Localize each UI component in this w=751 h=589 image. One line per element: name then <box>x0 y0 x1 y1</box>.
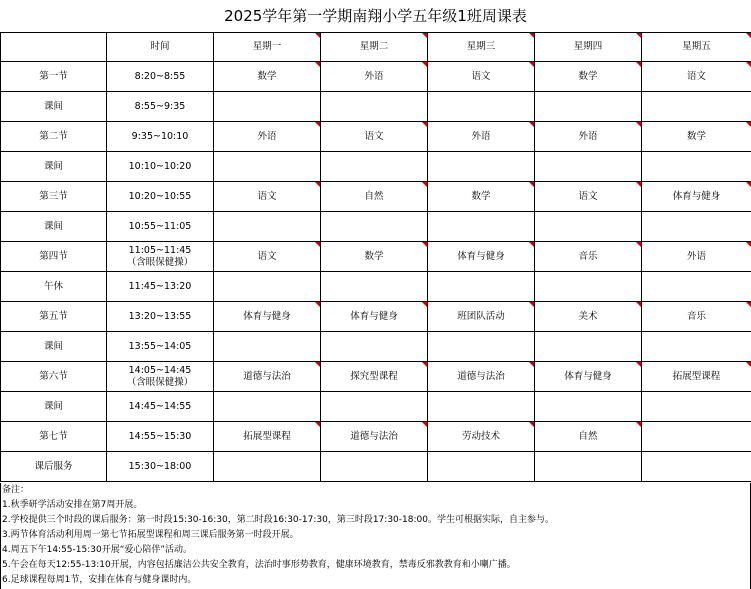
notes-heading: 备注： <box>2 485 30 495</box>
header-time[interactable]: 时间 <box>107 33 214 62</box>
time-line: 14:05~14:45 <box>128 364 192 376</box>
time-line: 13:20~13:55 <box>128 310 192 322</box>
subject-cell[interactable] <box>214 212 321 242</box>
subject-cell[interactable]: 数学 <box>642 122 751 152</box>
table-row <box>1 122 751 152</box>
subject-cell[interactable]: 拓展型课程 <box>214 422 321 452</box>
time-cell[interactable] <box>107 362 214 392</box>
subject-cell[interactable] <box>428 212 535 242</box>
subject-cell[interactable] <box>428 332 535 362</box>
time-line: 10:20~10:55 <box>128 190 192 202</box>
subject-cell[interactable]: 音乐 <box>535 242 642 272</box>
table-row <box>1 242 751 272</box>
subject-cell[interactable] <box>642 452 751 482</box>
time-cell[interactable] <box>107 242 214 272</box>
subject-cell[interactable]: 语文 <box>535 182 642 212</box>
subject-cell[interactable] <box>535 92 642 122</box>
subject-cell[interactable]: 劳动技术 <box>428 422 535 452</box>
note-line: 6.足球课程每周1节，安排在体育与健身课时内。 <box>2 575 197 585</box>
table-row <box>1 212 751 242</box>
time-line: 9:35~10:10 <box>131 130 189 142</box>
subject-cell[interactable]: 外语 <box>214 122 321 152</box>
time-cell[interactable] <box>107 62 214 92</box>
subject-cell[interactable] <box>642 212 751 242</box>
period-cell[interactable]: 课间 <box>1 92 107 122</box>
header-day-5[interactable]: 星期五 <box>642 33 751 62</box>
table-row <box>1 302 751 332</box>
time-cell[interactable] <box>107 302 214 332</box>
subject-cell[interactable]: 外语 <box>535 122 642 152</box>
subject-cell[interactable]: 数学 <box>535 62 642 92</box>
table-row <box>1 332 751 362</box>
table-row <box>1 92 751 122</box>
subject-cell[interactable] <box>642 152 751 182</box>
subject-cell[interactable] <box>642 392 751 422</box>
time-cell[interactable] <box>107 392 214 422</box>
time-line: 8:20~8:55 <box>134 70 186 82</box>
subject-cell[interactable]: 班团队活动 <box>428 302 535 332</box>
time-cell[interactable] <box>107 212 214 242</box>
time-line: 10:55~11:05 <box>128 220 192 232</box>
period-cell[interactable]: 第一节 <box>1 62 107 92</box>
note-line: 3.两节体育活动利用周一第七节拓展型课程和周三课后服务第一时段开展。 <box>2 530 299 540</box>
subject-cell[interactable]: 数学 <box>428 182 535 212</box>
period-cell[interactable]: 课间 <box>1 152 107 182</box>
subject-cell[interactable] <box>535 152 642 182</box>
header-day-2[interactable]: 星期二 <box>321 33 428 62</box>
subject-cell[interactable] <box>321 272 428 302</box>
period-cell[interactable]: 第七节 <box>1 422 107 452</box>
header-row <box>1 33 751 62</box>
subject-cell[interactable] <box>428 272 535 302</box>
subject-cell[interactable] <box>535 272 642 302</box>
time-line: 15:30~18:00 <box>128 460 192 472</box>
subject-cell[interactable]: 数学 <box>214 62 321 92</box>
subject-cell[interactable]: 音乐 <box>642 302 751 332</box>
subject-cell[interactable] <box>321 392 428 422</box>
subject-cell[interactable]: 自然 <box>535 422 642 452</box>
subject-cell[interactable] <box>214 452 321 482</box>
subject-cell[interactable]: 美术 <box>535 302 642 332</box>
time-line: （含眼保健操） <box>126 256 194 268</box>
period-cell[interactable]: 课后服务 <box>1 452 107 482</box>
subject-cell[interactable]: 语文 <box>214 242 321 272</box>
subject-cell[interactable] <box>428 92 535 122</box>
note-line: 2.学校提供三个时段的课后服务：第一时段15:30-16:30，第二时段16:30-17:30，第三时段17:30-18:00。学生可根据实际，自主参与。 <box>2 515 554 525</box>
subject-cell[interactable]: 体育与健身 <box>321 302 428 332</box>
subject-cell[interactable] <box>642 332 751 362</box>
period-cell[interactable]: 第五节 <box>1 302 107 332</box>
time-cell[interactable] <box>107 122 214 152</box>
period-cell[interactable]: 课间 <box>1 332 107 362</box>
note-line: 4.周五下午14:55-15:30开展“爱心陪伴”活动。 <box>2 545 193 555</box>
period-cell[interactable]: 第二节 <box>1 122 107 152</box>
note-line: 1.秋季研学活动安排在第7周开展。 <box>2 500 143 510</box>
note-line: 5.午会在每天12:55-13:10开展，内容包括廉洁公共安全教育，法治时事形势教育，健康环境教育，禁毒反邪教教育和小喇广播。 <box>2 560 516 570</box>
table-row <box>1 392 751 422</box>
table-row <box>1 362 751 392</box>
time-line: 10:10~10:20 <box>128 160 192 172</box>
notes-section <box>0 483 751 589</box>
period-cell[interactable]: 第六节 <box>1 362 107 392</box>
subject-cell[interactable] <box>214 272 321 302</box>
subject-cell[interactable] <box>535 212 642 242</box>
subject-cell[interactable] <box>535 332 642 362</box>
subject-cell[interactable]: 体育与健身 <box>642 182 751 212</box>
table-row <box>1 152 751 182</box>
subject-cell[interactable]: 体育与健身 <box>214 302 321 332</box>
period-cell[interactable]: 第四节 <box>1 242 107 272</box>
subject-cell[interactable]: 外语 <box>428 122 535 152</box>
subject-cell[interactable]: 道德与法治 <box>321 422 428 452</box>
period-cell[interactable]: 第三节 <box>1 182 107 212</box>
subject-cell[interactable]: 语文 <box>428 62 535 92</box>
table-row <box>1 452 751 482</box>
time-cell[interactable] <box>107 422 214 452</box>
subject-cell[interactable]: 语文 <box>214 182 321 212</box>
subject-cell[interactable] <box>214 152 321 182</box>
header-day-1[interactable]: 星期一 <box>214 33 321 62</box>
time-line: （含眼保健操） <box>126 376 194 388</box>
subject-cell[interactable]: 道德与法治 <box>214 362 321 392</box>
time-cell[interactable] <box>107 92 214 122</box>
subject-cell[interactable] <box>642 272 751 302</box>
period-cell[interactable]: 课间 <box>1 212 107 242</box>
subject-cell[interactable]: 道德与法治 <box>428 362 535 392</box>
subject-cell[interactable] <box>642 422 751 452</box>
time-cell[interactable] <box>107 332 214 362</box>
table-row <box>1 182 751 212</box>
subject-cell[interactable] <box>428 152 535 182</box>
subject-cell[interactable] <box>642 92 751 122</box>
table-row <box>1 422 751 452</box>
subject-cell[interactable] <box>214 92 321 122</box>
period-cell[interactable]: 课间 <box>1 392 107 422</box>
subject-cell[interactable]: 语文 <box>321 122 428 152</box>
period-cell[interactable]: 午休 <box>1 272 107 302</box>
subject-cell[interactable]: 体育与健身 <box>535 362 642 392</box>
header-day-3[interactable]: 星期三 <box>428 33 535 62</box>
table-row <box>1 62 751 92</box>
subject-cell[interactable] <box>321 92 428 122</box>
subject-cell[interactable] <box>321 152 428 182</box>
subject-cell[interactable] <box>535 452 642 482</box>
timetable <box>0 32 751 482</box>
subject-cell[interactable] <box>321 212 428 242</box>
subject-cell[interactable]: 拓展型课程 <box>642 362 751 392</box>
time-cell[interactable] <box>107 152 214 182</box>
time-cell[interactable] <box>107 452 214 482</box>
subject-cell[interactable]: 体育与健身 <box>428 242 535 272</box>
time-line: 14:45~14:55 <box>128 400 192 412</box>
subject-cell[interactable]: 数学 <box>321 242 428 272</box>
time-line: 11:45~13:20 <box>128 280 192 292</box>
time-cell[interactable] <box>107 182 214 212</box>
time-line: 8:55~9:35 <box>134 100 186 112</box>
subject-cell[interactable]: 探究型课程 <box>321 362 428 392</box>
subject-cell[interactable]: 语文 <box>642 62 751 92</box>
page-title: 2025学年第一学期南翔小学五年级1班周课表 <box>224 7 527 25</box>
subject-cell[interactable]: 外语 <box>642 242 751 272</box>
header-day-4[interactable]: 星期四 <box>535 33 642 62</box>
header-corner-cell[interactable] <box>1 33 107 62</box>
subject-cell[interactable] <box>428 452 535 482</box>
time-line: 11:05~11:45 <box>128 244 192 256</box>
subject-cell[interactable]: 外语 <box>321 62 428 92</box>
subject-cell[interactable] <box>535 392 642 422</box>
time-line: 13:55~14:05 <box>128 340 192 352</box>
subject-cell[interactable] <box>321 332 428 362</box>
subject-cell[interactable]: 自然 <box>321 182 428 212</box>
subject-cell[interactable] <box>214 392 321 422</box>
subject-cell[interactable] <box>321 452 428 482</box>
subject-cell[interactable] <box>214 332 321 362</box>
table-row <box>1 272 751 302</box>
time-line: 14:55~15:30 <box>128 430 192 442</box>
subject-cell[interactable] <box>428 392 535 422</box>
time-cell[interactable] <box>107 272 214 302</box>
